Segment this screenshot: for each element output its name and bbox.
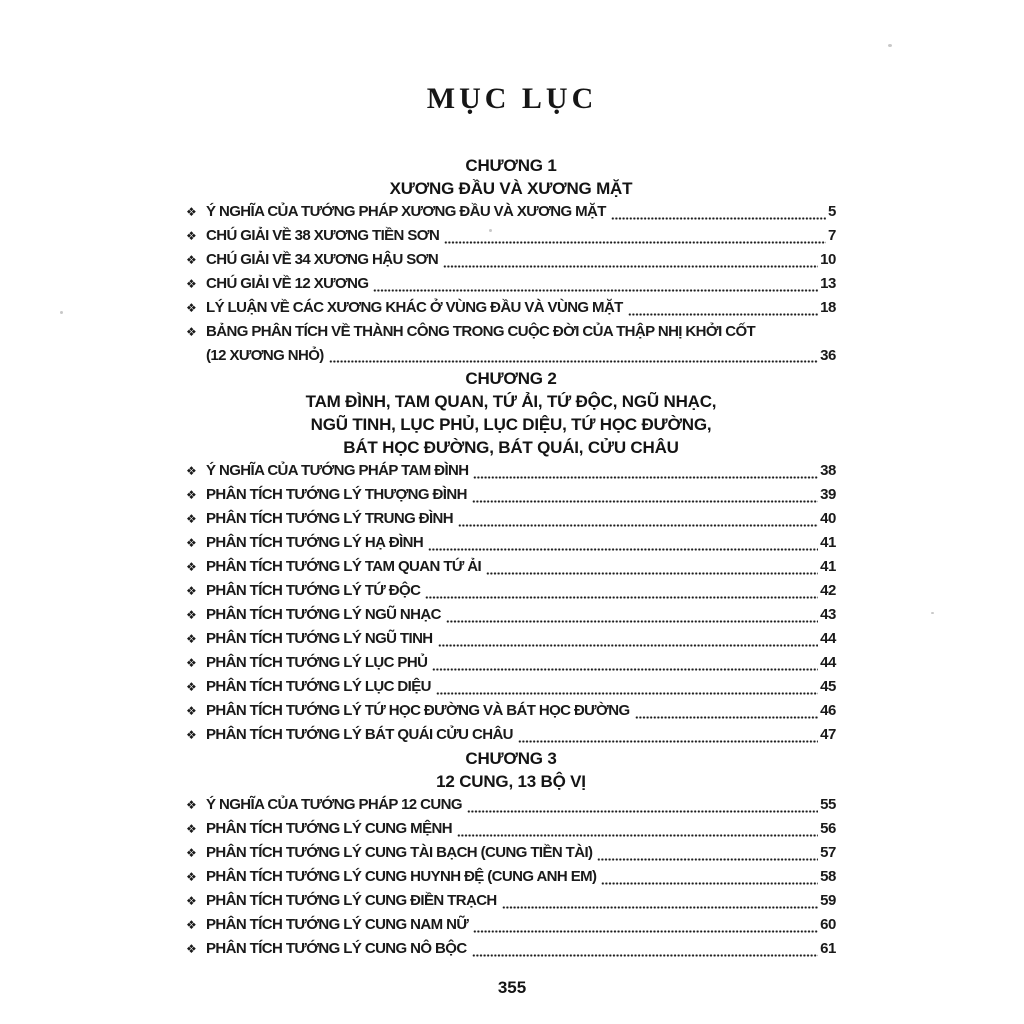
dot-leader xyxy=(443,265,818,268)
entry-page-number: 7 xyxy=(828,227,836,244)
toc-chapter xyxy=(186,154,836,367)
entry-page-number: 38 xyxy=(820,462,836,479)
toc-entry xyxy=(186,483,836,507)
dot-leader xyxy=(458,524,818,527)
scan-speck xyxy=(888,44,892,47)
entry-label: PHÂN TÍCH TƯỚNG LÝ CUNG NAM NỮ xyxy=(206,916,469,933)
toc-entry xyxy=(186,200,836,224)
scan-speck xyxy=(60,311,63,314)
chapter-subtitle: BÁT HỌC ĐƯỜNG, BÁT QUÁI, CỬU CHÂU xyxy=(343,438,679,457)
diamond-bullet-icon: ❖ xyxy=(186,728,197,742)
diamond-bullet-icon: ❖ xyxy=(186,560,197,574)
dot-leader xyxy=(486,572,818,575)
entry-label: CHÚ GIẢI VỀ 38 XƯƠNG TIỀN SƠN xyxy=(206,227,440,244)
entry-label: PHÂN TÍCH TƯỚNG LÝ NGŨ TINH xyxy=(206,630,433,647)
entry-page-number: 40 xyxy=(820,510,836,527)
entry-page-number: 55 xyxy=(820,796,836,813)
chapter-subtitle: 12 CUNG, 13 BỘ VỊ xyxy=(436,772,586,791)
entry-label: (12 XƯƠNG NHỎ) xyxy=(206,347,324,364)
diamond-bullet-icon: ❖ xyxy=(186,277,197,291)
entry-label: PHÂN TÍCH TƯỚNG LÝ CUNG TÀI BẠCH (CUNG TIỀN TÀI) xyxy=(206,844,593,861)
entry-label: Ý NGHĨA CỦA TƯỚNG PHÁP XƯƠNG ĐẦU VÀ XƯƠNG MẶT xyxy=(206,203,606,220)
toc-entry xyxy=(186,841,836,865)
diamond-bullet-icon: ❖ xyxy=(186,942,197,956)
dot-leader xyxy=(628,313,818,316)
entry-page-number: 5 xyxy=(828,203,836,220)
diamond-bullet-icon: ❖ xyxy=(186,846,197,860)
diamond-bullet-icon: ❖ xyxy=(186,488,197,502)
entry-label: PHÂN TÍCH TƯỚNG LÝ TAM QUAN TỨ ẢI xyxy=(206,558,482,575)
diamond-bullet-icon: ❖ xyxy=(186,798,197,812)
toc-entry xyxy=(186,723,836,747)
dot-leader xyxy=(446,620,818,623)
entry-page-number: 41 xyxy=(820,534,836,551)
chapter-heading: CHƯƠNG 3 xyxy=(465,749,557,768)
toc-entry xyxy=(186,224,836,248)
diamond-bullet-icon: ❖ xyxy=(186,680,197,694)
scan-speck xyxy=(931,612,934,614)
entry-label: PHÂN TÍCH TƯỚNG LÝ CUNG ĐIỀN TRẠCH xyxy=(206,892,497,909)
entry-page-number: 44 xyxy=(820,654,836,671)
entry-label: BẢNG PHÂN TÍCH VỀ THÀNH CÔNG TRONG CUỘC ĐỜI CỦA THẬP NHỊ KHỞI CỐT xyxy=(206,323,756,340)
entry-label: PHÂN TÍCH TƯỚNG LÝ TỨ HỌC ĐƯỜNG VÀ BÁT HỌC ĐƯỜNG xyxy=(206,702,630,719)
dot-leader xyxy=(467,810,818,813)
entry-page-number: 56 xyxy=(820,820,836,837)
entry-page-number: 60 xyxy=(820,916,836,933)
dot-leader xyxy=(635,716,819,719)
diamond-bullet-icon: ❖ xyxy=(186,894,197,908)
toc-entry xyxy=(186,459,836,483)
entry-label: PHÂN TÍCH TƯỚNG LÝ TỨ ĐỘC xyxy=(206,582,421,599)
entry-page-number: 58 xyxy=(820,868,836,885)
toc-entry xyxy=(186,889,836,913)
diamond-bullet-icon: ❖ xyxy=(186,205,197,219)
toc-entry xyxy=(186,272,836,296)
diamond-bullet-icon: ❖ xyxy=(186,704,197,718)
chapter-subtitle: NGŨ TINH, LỤC PHỦ, LỤC DIỆU, TỨ HỌC ĐƯỜNG, xyxy=(310,415,712,434)
dot-leader xyxy=(428,548,818,551)
table-of-contents xyxy=(186,154,836,961)
entry-label: PHÂN TÍCH TƯỚNG LÝ THƯỢNG ĐÌNH xyxy=(206,486,467,503)
entry-page-number: 46 xyxy=(820,702,836,719)
entry-label: PHÂN TÍCH TƯỚNG LÝ TRUNG ĐÌNH xyxy=(206,510,453,527)
dot-leader xyxy=(438,644,819,647)
entry-page-number: 61 xyxy=(820,940,836,957)
entry-label: PHÂN TÍCH TƯỚNG LÝ LỤC PHỦ xyxy=(206,654,428,671)
diamond-bullet-icon: ❖ xyxy=(186,870,197,884)
toc-entry xyxy=(186,651,836,675)
entry-page-number: 47 xyxy=(820,726,836,743)
toc-entry xyxy=(186,793,836,817)
dot-leader xyxy=(518,740,818,743)
toc-entry xyxy=(186,296,836,320)
entry-page-number: 42 xyxy=(820,582,836,599)
scan-speck xyxy=(489,229,492,232)
entry-page-number: 10 xyxy=(820,251,836,268)
entry-page-number: 39 xyxy=(820,486,836,503)
dot-leader xyxy=(502,906,818,909)
diamond-bullet-icon: ❖ xyxy=(186,822,197,836)
dot-leader xyxy=(425,596,818,599)
toc-entry xyxy=(186,627,836,651)
entry-label: CHÚ GIẢI VỀ 12 XƯƠNG xyxy=(206,275,369,292)
diamond-bullet-icon: ❖ xyxy=(186,584,197,598)
dot-leader xyxy=(473,476,818,479)
folio-page-number: 355 xyxy=(497,978,527,997)
dot-leader xyxy=(601,882,818,885)
entry-label: PHÂN TÍCH TƯỚNG LÝ NGŨ NHẠC xyxy=(206,606,441,623)
diamond-bullet-icon: ❖ xyxy=(186,536,197,550)
entry-label: PHÂN TÍCH TƯỚNG LÝ HẠ ĐÌNH xyxy=(206,534,424,551)
entry-page-number: 13 xyxy=(820,275,836,292)
diamond-bullet-icon: ❖ xyxy=(186,253,197,267)
toc-entry xyxy=(186,507,836,531)
dot-leader xyxy=(436,692,818,695)
toc-entry xyxy=(186,865,836,889)
entry-label: PHÂN TÍCH TƯỚNG LÝ BÁT QUÁI CỬU CHÂU xyxy=(206,726,513,743)
entry-page-number: 45 xyxy=(820,678,836,695)
entry-page-number: 44 xyxy=(820,630,836,647)
toc-chapter xyxy=(186,367,836,747)
toc-entry xyxy=(186,320,836,344)
chapter-heading: CHƯƠNG 1 xyxy=(465,156,557,175)
chapter-heading: CHƯƠNG 2 xyxy=(465,369,557,388)
diamond-bullet-icon: ❖ xyxy=(186,608,197,622)
diamond-bullet-icon: ❖ xyxy=(186,464,197,478)
diamond-bullet-icon: ❖ xyxy=(186,229,197,243)
entry-label: Ý NGHĨA CỦA TƯỚNG PHÁP TAM ĐÌNH xyxy=(206,462,469,479)
entry-label: CHÚ GIẢI VỀ 34 XƯƠNG HẬU SƠN xyxy=(206,251,439,268)
chapter-subtitle: XƯƠNG ĐẦU VÀ XƯƠNG MẶT xyxy=(389,179,633,198)
page-title: MỤC LỤC xyxy=(426,82,598,115)
dot-leader xyxy=(457,834,818,837)
dot-leader xyxy=(597,858,818,861)
entry-label: PHÂN TÍCH TƯỚNG LÝ CUNG MỆNH xyxy=(206,820,452,837)
dot-leader xyxy=(329,360,818,363)
toc-entry xyxy=(186,937,836,961)
diamond-bullet-icon: ❖ xyxy=(186,301,197,315)
toc-entry xyxy=(186,531,836,555)
diamond-bullet-icon: ❖ xyxy=(186,656,197,670)
toc-entry xyxy=(186,579,836,603)
toc-entry xyxy=(186,699,836,723)
entry-page-number: 59 xyxy=(820,892,836,909)
dot-leader xyxy=(432,668,818,671)
toc-entry xyxy=(186,248,836,272)
diamond-bullet-icon: ❖ xyxy=(186,512,197,526)
dot-leader xyxy=(444,241,826,244)
entry-label: LÝ LUẬN VỀ CÁC XƯƠNG KHÁC Ở VÙNG ĐẦU VÀ VÙNG MẶT xyxy=(206,299,623,316)
entry-page-number: 18 xyxy=(820,299,836,316)
entry-label: PHÂN TÍCH TƯỚNG LÝ CUNG NÔ BỘC xyxy=(206,940,467,957)
dot-leader xyxy=(611,217,826,220)
chapter-subtitle: TAM ĐÌNH, TAM QUAN, TỨ ẢI, TỨ ĐỘC, NGŨ NHẠC, xyxy=(305,392,717,411)
entry-page-number: 41 xyxy=(820,558,836,575)
dot-leader xyxy=(472,954,819,957)
entry-label: PHÂN TÍCH TƯỚNG LÝ CUNG HUYNH ĐỆ (CUNG ANH EM) xyxy=(206,868,597,885)
dot-leader xyxy=(473,930,818,933)
diamond-bullet-icon: ❖ xyxy=(186,325,197,339)
toc-entry xyxy=(186,675,836,699)
entry-page-number: 36 xyxy=(820,347,836,364)
toc-chapter xyxy=(186,747,836,961)
toc-entry xyxy=(186,817,836,841)
entry-page-number: 57 xyxy=(820,844,836,861)
toc-entry xyxy=(186,555,836,579)
diamond-bullet-icon: ❖ xyxy=(186,918,197,932)
toc-entry xyxy=(186,603,836,627)
dot-leader xyxy=(472,500,818,503)
entry-page-number: 43 xyxy=(820,606,836,623)
entry-label: PHÂN TÍCH TƯỚNG LÝ LỤC DIỆU xyxy=(206,678,431,695)
toc-entry xyxy=(186,344,836,367)
dot-leader xyxy=(373,289,818,292)
toc-entry xyxy=(186,913,836,937)
entry-label: Ý NGHĨA CỦA TƯỚNG PHÁP 12 CUNG xyxy=(206,796,462,813)
diamond-bullet-icon: ❖ xyxy=(186,632,197,646)
